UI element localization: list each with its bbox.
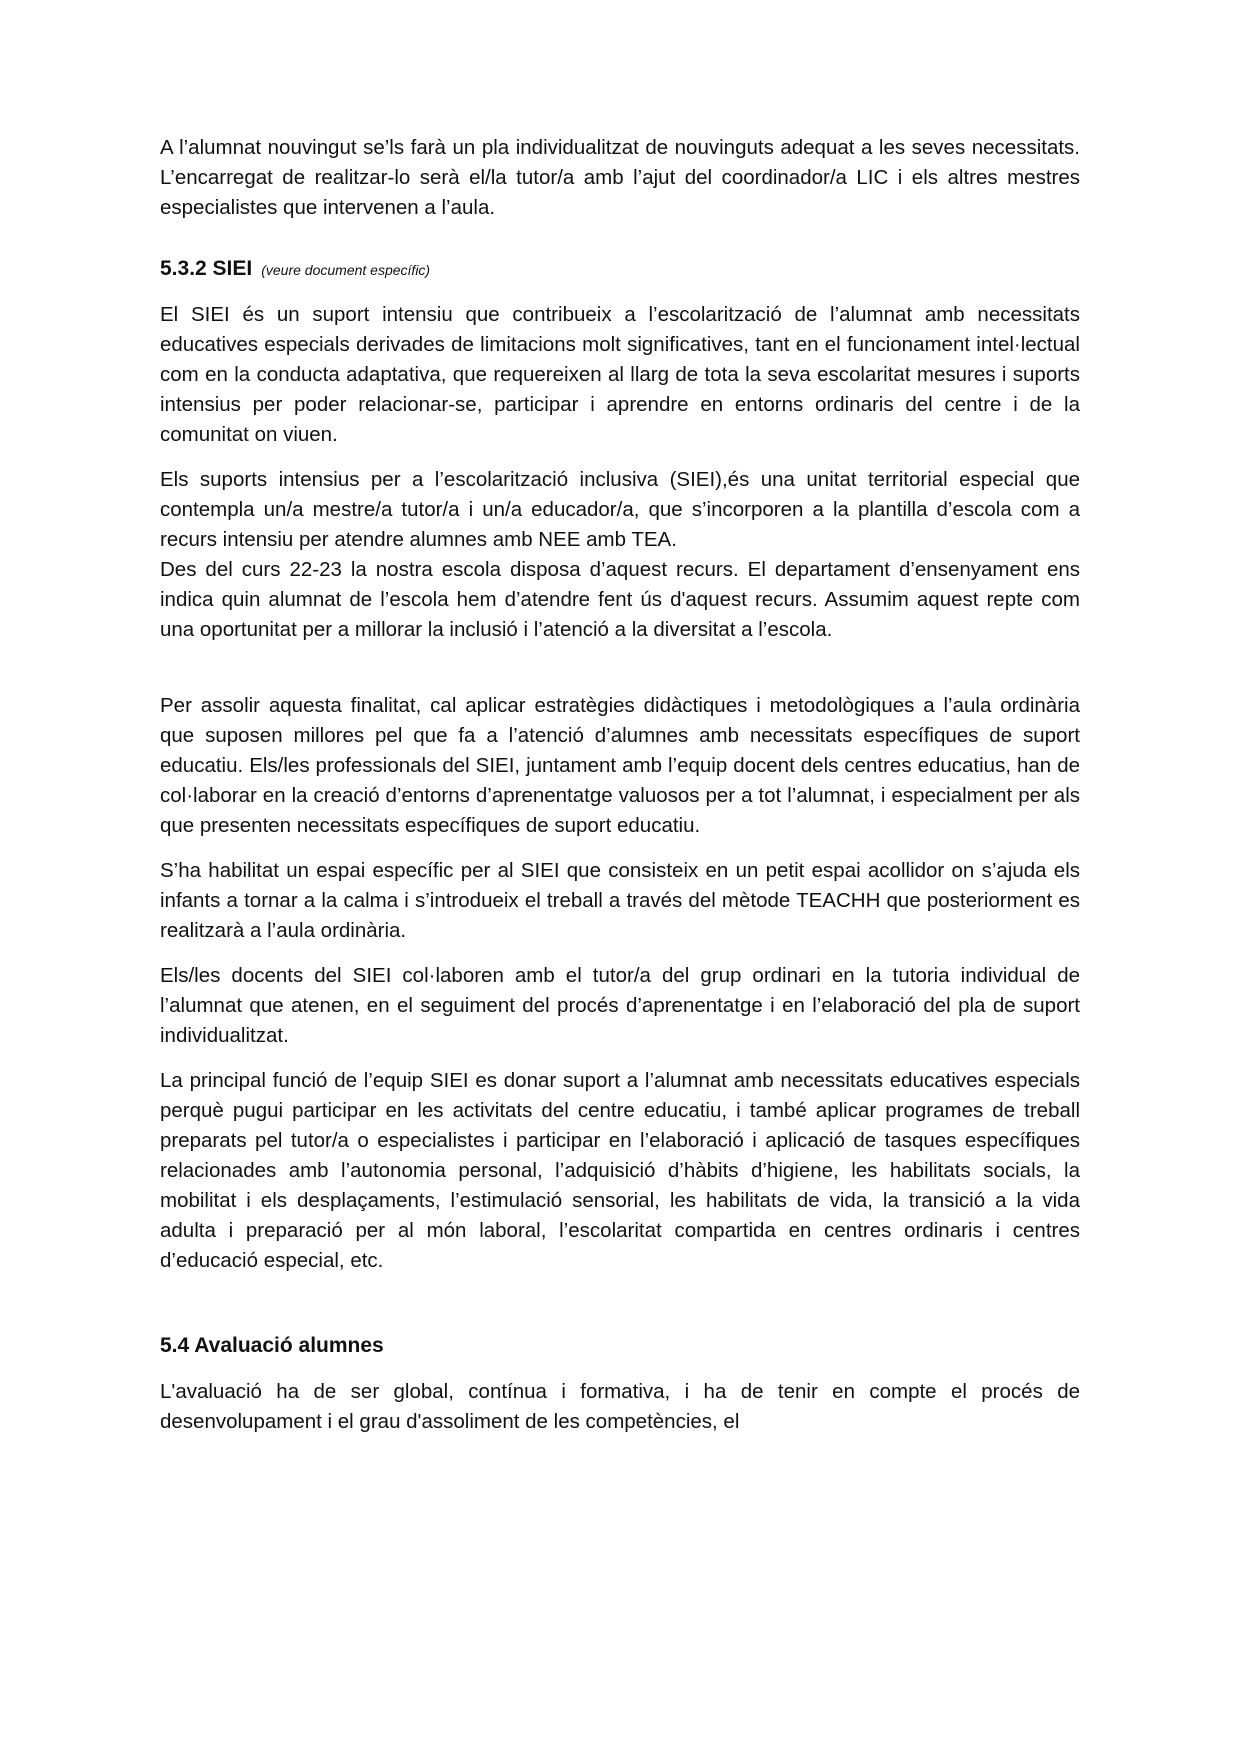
section-heading-avaluacio	[160, 1333, 1080, 1359]
siei-paragraph-6: Els/les docents del SIEI col·laboren amb el tutor/a del grup ordinari en la tutoria individual de l’alumnat que atenen, en el seguiment del procés d’aprenentatge i en l’elaboració del pla de suport individualitzat.	[160, 964, 1080, 1047]
siei-paragraph-3: Des del curs 22-23 la nostra escola disposa d’aquest recurs. El departament d’ensenyament ens indica quin alumnat de l’escola hem d’atendre fent ús d'aquest recurs. Assumim aquest repte com una oportunitat per a millorar la inclusió i l’atenció a la diversitat a l’escola.	[160, 558, 1080, 641]
intro-paragraph: A l’alumnat nouvingut se’ls farà un pla individualitzat de nouvinguts adequat a les seves necessitats. L’encarregat de realitzar-lo serà el/la tutor/a amb l’ajut del coordinador/a LIC i els altres mestres especialistes que intervenen a l’aula.	[160, 136, 1080, 219]
section-heading-siei	[160, 256, 1080, 283]
siei-paragraph-1: El SIEI és un suport intensiu que contribueix a l’escolarització de l’alumnat amb necessitats educatives especials derivades de limitacions molt significatives, tant en el funcionament intel·lectual com en la conducta adaptativa, que requereixen al llarg de tota la seva escolaritat mesures i suports intensius per poder relacionar-se, participar i aprendre en entorns ordinaris del centre i de la comunitat on viuen.	[160, 303, 1080, 446]
section-heading-siei-note: (veure document específic)	[261, 262, 431, 278]
section-heading-siei-text: 5.3.2 SIEI	[160, 257, 253, 280]
siei-paragraph-2: Els suports intensius per a l’escolarització inclusiva (SIEI),és una unitat territorial especial que contempla un/a mestre/a tutor/a i un/a educador/a, que s’incorporen a la plantilla d’escola com a recurs intensiu per atendre alumnes amb NEE amb TEA.	[160, 468, 1080, 551]
siei-paragraph-7: La principal funció de l’equip SIEI es donar suport a l’alumnat amb necessitats educatives especials perquè pugui participar en les activitats del centre educatiu, i també aplicar programes de treball preparats pel tutor/a o especialistes i participar en l’elaboració i aplicació de tasques específiques relacionades amb l’autonomia personal, l’adquisició d’hàbits d’higiene, les habilitats socials, la mobilitat i els desplaçaments, l’estimulació sensorial, les habilitats de vida, la transició a la vida adulta i preparació per al món laboral, l’escolaritat compartida en centres ordinaris i centres d’educació especial, etc.	[160, 1069, 1080, 1272]
section-heading-avaluacio-text: 5.4 Avaluació alumnes	[160, 1334, 384, 1357]
siei-paragraph-4: Per assolir aquesta finalitat, cal aplicar estratègies didàctiques i metodològiques a l’aula ordinària que suposen millores pel que fa a l’atenció d’alumnes amb necessitats específiques de suport educatiu. Els/les professionals del SIEI, juntament amb l’equip docent dels centres educatius, han de col·laborar en la creació d’entorns d’aprenentatge valuosos per a tot l’alumnat, i especialment per als que presenten necessitats específiques de suport educatiu.	[160, 694, 1080, 837]
avaluacio-paragraph-1: L'avaluació ha de ser global, contínua i formativa, i ha de tenir en compte el procés de desenvolupament i el grau d'assoliment de les competències, el	[160, 1380, 1080, 1433]
siei-paragraph-5: S’ha habilitat un espai específic per al SIEI que consisteix en un petit espai acollidor on s’ajuda els infants a tornar a la calma i s’introdueix el treball a través del mètode TEACHH que posteriorment es realitzarà a l’aula ordinària.	[160, 859, 1080, 942]
